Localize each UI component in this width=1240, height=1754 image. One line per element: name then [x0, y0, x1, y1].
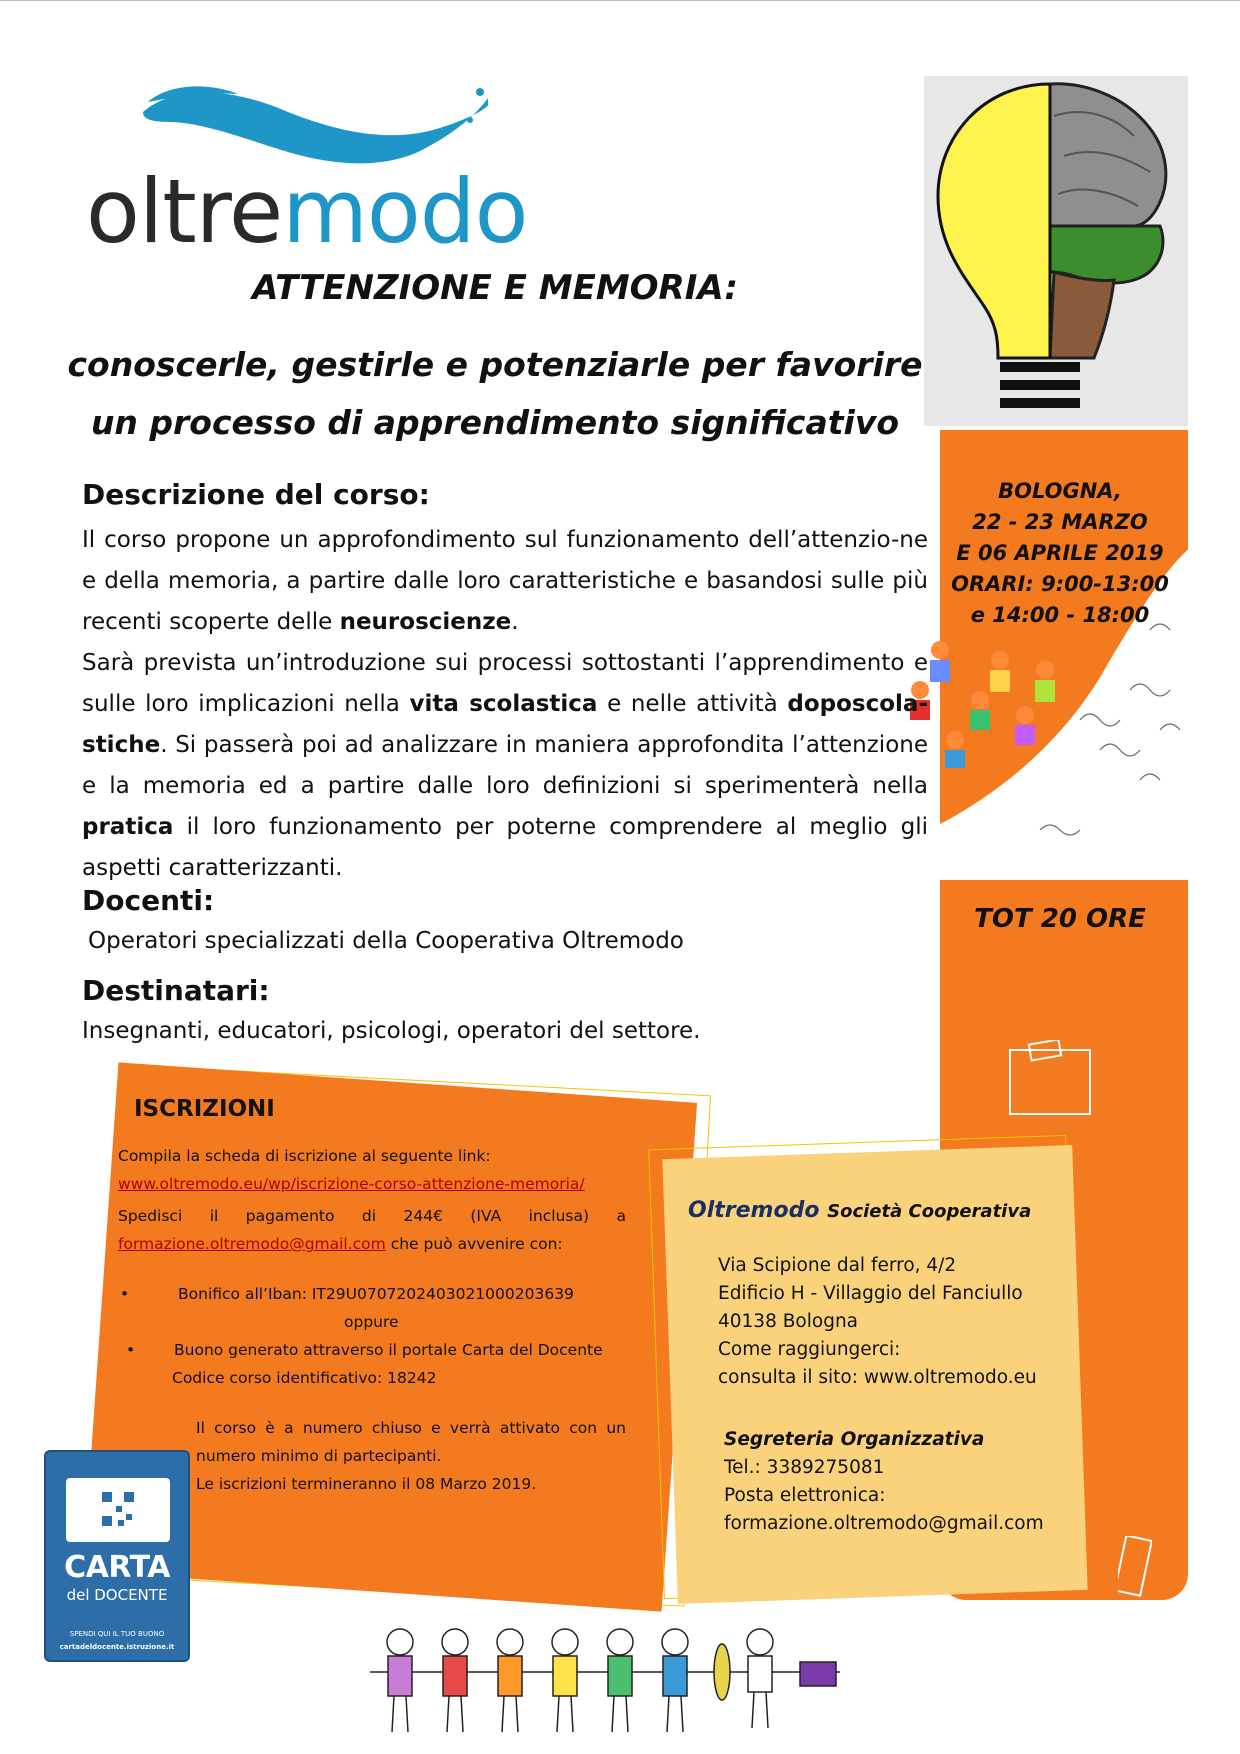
tag-decoration: [1118, 1536, 1152, 1598]
coop-address-3: 40138 Bologna: [718, 1311, 859, 1332]
registration-note3: Le iscrizioni termineranno il 08 Marzo 2019.: [196, 1475, 537, 1493]
coop-name: [688, 1198, 1031, 1223]
total-hours: TOT 20 ORE: [974, 904, 1146, 934]
coop-address-2: Edificio H - Villaggio del Fanciullo: [718, 1283, 1023, 1304]
title-main: ATTENZIONE E MEMORIA:: [252, 268, 738, 308]
desc-p2-g: il loro funzionamento per poterne comprendere al meglio gli aspetti caratterizzanti.: [82, 814, 928, 881]
teachers-text: Operatori specializzati della Cooperativa Oltremodo: [88, 928, 684, 954]
coop-address-1: Via Scipione dal ferro, 4/2: [718, 1255, 957, 1276]
bullet-icon: •: [126, 1341, 136, 1359]
description-paragraph-2: [82, 643, 928, 889]
carta-subtitle: del DOCENTE: [66, 1586, 168, 1604]
page-top-border: [0, 0, 1240, 1]
registration-code: Codice corso identificativo: 18242: [172, 1369, 437, 1387]
carta-title: CARTA: [64, 1550, 170, 1585]
registration-option-2: [118, 1336, 626, 1364]
carta-url: cartadeldocente.istruzione.it: [59, 1643, 175, 1651]
description-heading: Descrizione del corso:: [82, 478, 430, 511]
description-text: [82, 520, 928, 889]
title-line2: conoscerle, gestirle e potenziarle per favorire: [67, 345, 923, 384]
coop-phone: Tel.: 3389275081: [724, 1457, 885, 1478]
coop-website[interactable]: consulta il sito: www.oltremodo.eu: [718, 1367, 1037, 1388]
desc-p2-e: . Si passerà poi ad analizzare in maniera approfondita l’attenzione e la memoria ed a partire dalle loro definizioni si sperimenterà nella: [82, 732, 928, 799]
registration-oppure: oppure: [344, 1313, 399, 1331]
bulb-illustration: [924, 76, 1188, 426]
desc-p1-a: Il corso propone un approfondimento sul funzionamento dell’attenzio-ne e della memoria, a partire dalle loro caratteristiche e basandosi sulle più recenti scoperte delle: [82, 527, 928, 635]
title-line3: un processo di apprendimento significativo: [90, 403, 900, 442]
desc-p2-bold-2: doposcola-stiche: [82, 691, 928, 758]
carta-del-docente-badge: [44, 1450, 190, 1662]
bullet-icon: •: [120, 1285, 130, 1303]
lightbulb-brain-icon: [924, 76, 1188, 426]
audience-text: Insegnanti, educatori, psicologi, operatori del settore.: [82, 1018, 701, 1044]
registration-note2: numero minimo di partecipanti.: [196, 1447, 442, 1465]
desc-p1-bold: neuroscienze: [339, 609, 512, 635]
registration-heading: ISCRIZIONI: [134, 1096, 275, 1122]
desc-p2-a: Sarà prevista un’introduzione sui processi sottostanti l’apprendimento e sulle loro implicazioni nella: [82, 650, 928, 717]
logo-part2: modo: [282, 160, 528, 263]
desc-p2-bold-3: pratica: [82, 814, 174, 840]
registration-note1: Il corso è a numero chiuso e verrà attivato con un: [196, 1419, 626, 1437]
desc-p2-c: e nelle attività: [597, 691, 788, 717]
desc-p1-end: .: [511, 609, 519, 635]
qr-code-icon: [66, 1478, 170, 1542]
qr-code-graphic: [66, 1478, 170, 1542]
event-dates-1: 22 - 23 MARZO: [972, 510, 1148, 534]
registration-email[interactable]: formazione.oltremodo@gmail.com: [118, 1235, 386, 1253]
description-paragraph-1: [82, 520, 928, 643]
coop-secretariat: [724, 1426, 1044, 1538]
logo: [86, 160, 528, 263]
coop-secretariat-heading: Segreteria Organizzativa: [724, 1429, 985, 1450]
registration-option-1: [118, 1280, 626, 1308]
logo-part1: oltre: [86, 160, 283, 263]
title-subtitle: [60, 336, 930, 452]
event-dates-2: E 06 APRILE 2019: [956, 541, 1164, 565]
registration-link[interactable]: www.oltremodo.eu/wp/iscrizione-corso-attenzione-memoria/: [118, 1175, 585, 1193]
coop-mail-label: Posta elettronica:: [724, 1485, 886, 1506]
registration-text: [118, 1142, 626, 1498]
coop-mail[interactable]: formazione.oltremodo@gmail.com: [724, 1513, 1044, 1534]
coop-name-main: Oltremodo: [688, 1198, 820, 1223]
event-hours-2: e 14:00 - 18:00: [970, 603, 1150, 627]
registration-pay-end: che può avvenire con:: [385, 1235, 563, 1253]
registration-line1: Compila la scheda di iscrizione al seguente link:: [118, 1147, 491, 1165]
event-hours-1: ORARI: 9:00-13:00: [951, 572, 1169, 596]
registration-option-1-text: Bonifico all’Iban: IT29U0707202403021000203639: [178, 1285, 574, 1303]
coop-name-suffix: Società Cooperativa: [827, 1201, 1032, 1222]
event-dates: [940, 476, 1180, 631]
teachers-heading: Docenti:: [82, 884, 215, 917]
event-city: BOLOGNA,: [998, 479, 1122, 503]
sticky-note-decoration: [1008, 1040, 1098, 1116]
coop-address: [718, 1252, 1037, 1392]
audience-heading: Destinatari:: [82, 974, 270, 1007]
coop-address-4: Come raggiungerci:: [718, 1339, 901, 1360]
desc-p2-bold-1: vita scolastica: [409, 691, 598, 717]
children-holding-hands-illustration: [360, 1612, 880, 1742]
registration-option-2-text: Buono generato attraverso il portale Carta del Docente: [174, 1341, 603, 1359]
carta-tagline: SPENDI QUI IL TUO BUONO: [69, 1630, 165, 1638]
registration-pay: Spedisci il pagamento di 244€ (IVA inclusa) a: [118, 1207, 626, 1225]
